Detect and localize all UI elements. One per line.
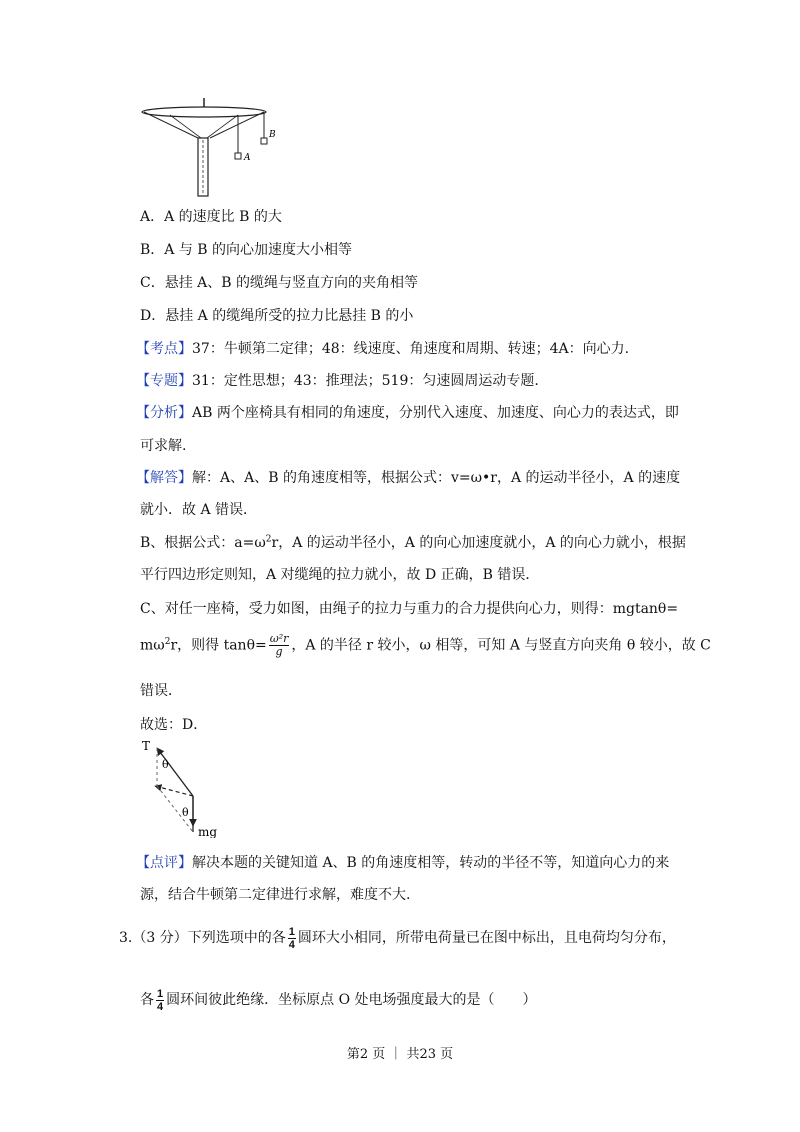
jieda-line2: 就小．故 A 错误． xyxy=(140,502,258,518)
question-3-line2: 各 $\frac{1}{4}$ 圆环间彼此绝缘．坐标原点 O 处电场强度最大的是（ ） xyxy=(140,987,537,1013)
quarter-fraction-2: $\frac{1}{4}$ xyxy=(157,987,164,1013)
force-diagram xyxy=(140,738,230,838)
jieda-tag: 【解答】 xyxy=(136,470,192,486)
question-3-line1: 3.（3 分）下列选项中的各 $\frac{1}{4}$ 圆环大小相同，所带电荷量已在图中标出，且电荷均匀分布， xyxy=(119,925,676,951)
kaodian-tag: 【考点】 xyxy=(136,341,192,357)
kaodian-line xyxy=(136,338,629,358)
fenxi-tag: 【分析】 xyxy=(136,405,192,421)
gravity-label: mg xyxy=(198,825,218,838)
part-b-line2: 平行四边形定则知，A 对缆绳的拉力就小，故 D 正确，B 错误． xyxy=(140,567,540,583)
dianping-tag: 【点评】 xyxy=(136,855,192,871)
answer-line: 故选：D． xyxy=(140,717,208,733)
fenxi-line2: 可求解. xyxy=(140,438,187,454)
jieda-line1 xyxy=(136,467,680,487)
theta-bottom-label: θ xyxy=(182,806,189,819)
fenxi-line1 xyxy=(136,402,679,422)
part-c-line1: C、对任一座椅，受力如图，由绳子的拉力与重力的合力提供向心力，则得：mgtanθ= xyxy=(140,601,679,617)
label-a: A xyxy=(244,153,251,163)
dianping-text-1: 解决本题的关键知道 A、B 的角速度相等，转动的半径不等，知道向心力的来 xyxy=(192,855,670,871)
label-b: B xyxy=(269,130,276,140)
part-c-line2: $m\omega^2r$，则得 tanθ= $\frac{\text{ω²r}}{g}$ ，A 的半径 r 较小，ω 相等，可知 A 与竖直方向夹角 θ 较小，故 C xyxy=(140,632,711,659)
dianping-line2: 源，结合牛顿第二定律进行求解，难度不大. xyxy=(140,887,411,903)
option-c: C．悬挂 A、B 的缆绳与竖直方向的夹角相等 xyxy=(140,275,419,291)
page-footer: 第2 页 ｜ 共23 页 xyxy=(346,1047,454,1062)
option-b: B．A 与 B 的向心加速度大小相等 xyxy=(140,242,353,258)
part-c-line3: 错误． xyxy=(140,683,182,699)
zhuanti-tag: 【专题】 xyxy=(136,373,192,389)
zhuanti-text: 31：定性思想；43：推理法；519：匀速圆周运动专题. xyxy=(192,373,539,389)
quarter-fraction: $\frac{1}{4}$ xyxy=(288,925,295,951)
fenxi-text-1: AB 两个座椅具有相同的角速度，分别代入速度、加速度、向心力的表达式，即 xyxy=(192,405,679,421)
part-b-line1: B、根据公式：$a=\omega^2r$，A 的运动半径小，A 的向心加速度就小，A 的向心力就小，根据 xyxy=(140,534,686,551)
tan-theta-fraction: $\frac{\text{ω²r}}{g}$ xyxy=(269,632,289,659)
option-a: A．A 的速度比 B 的大 xyxy=(140,209,282,225)
dianping-line1 xyxy=(136,852,669,872)
zhuanti-line xyxy=(136,370,539,390)
theta-top-label: θ xyxy=(162,758,169,771)
option-d: D．悬挂 A 的缆绳所受的拉力比悬挂 B 的小 xyxy=(140,308,414,324)
tension-label: T xyxy=(142,739,151,753)
kaodian-text: 37：牛顿第二定律；48：线速度、角速度和周期、转速；4A：向心力. xyxy=(192,341,630,357)
swing-apparatus-figure xyxy=(140,96,280,198)
jieda-text-1: 解：A、A、B 的角速度相等，根据公式：v=ω•r，A 的运动半径小，A 的速度 xyxy=(192,470,681,486)
